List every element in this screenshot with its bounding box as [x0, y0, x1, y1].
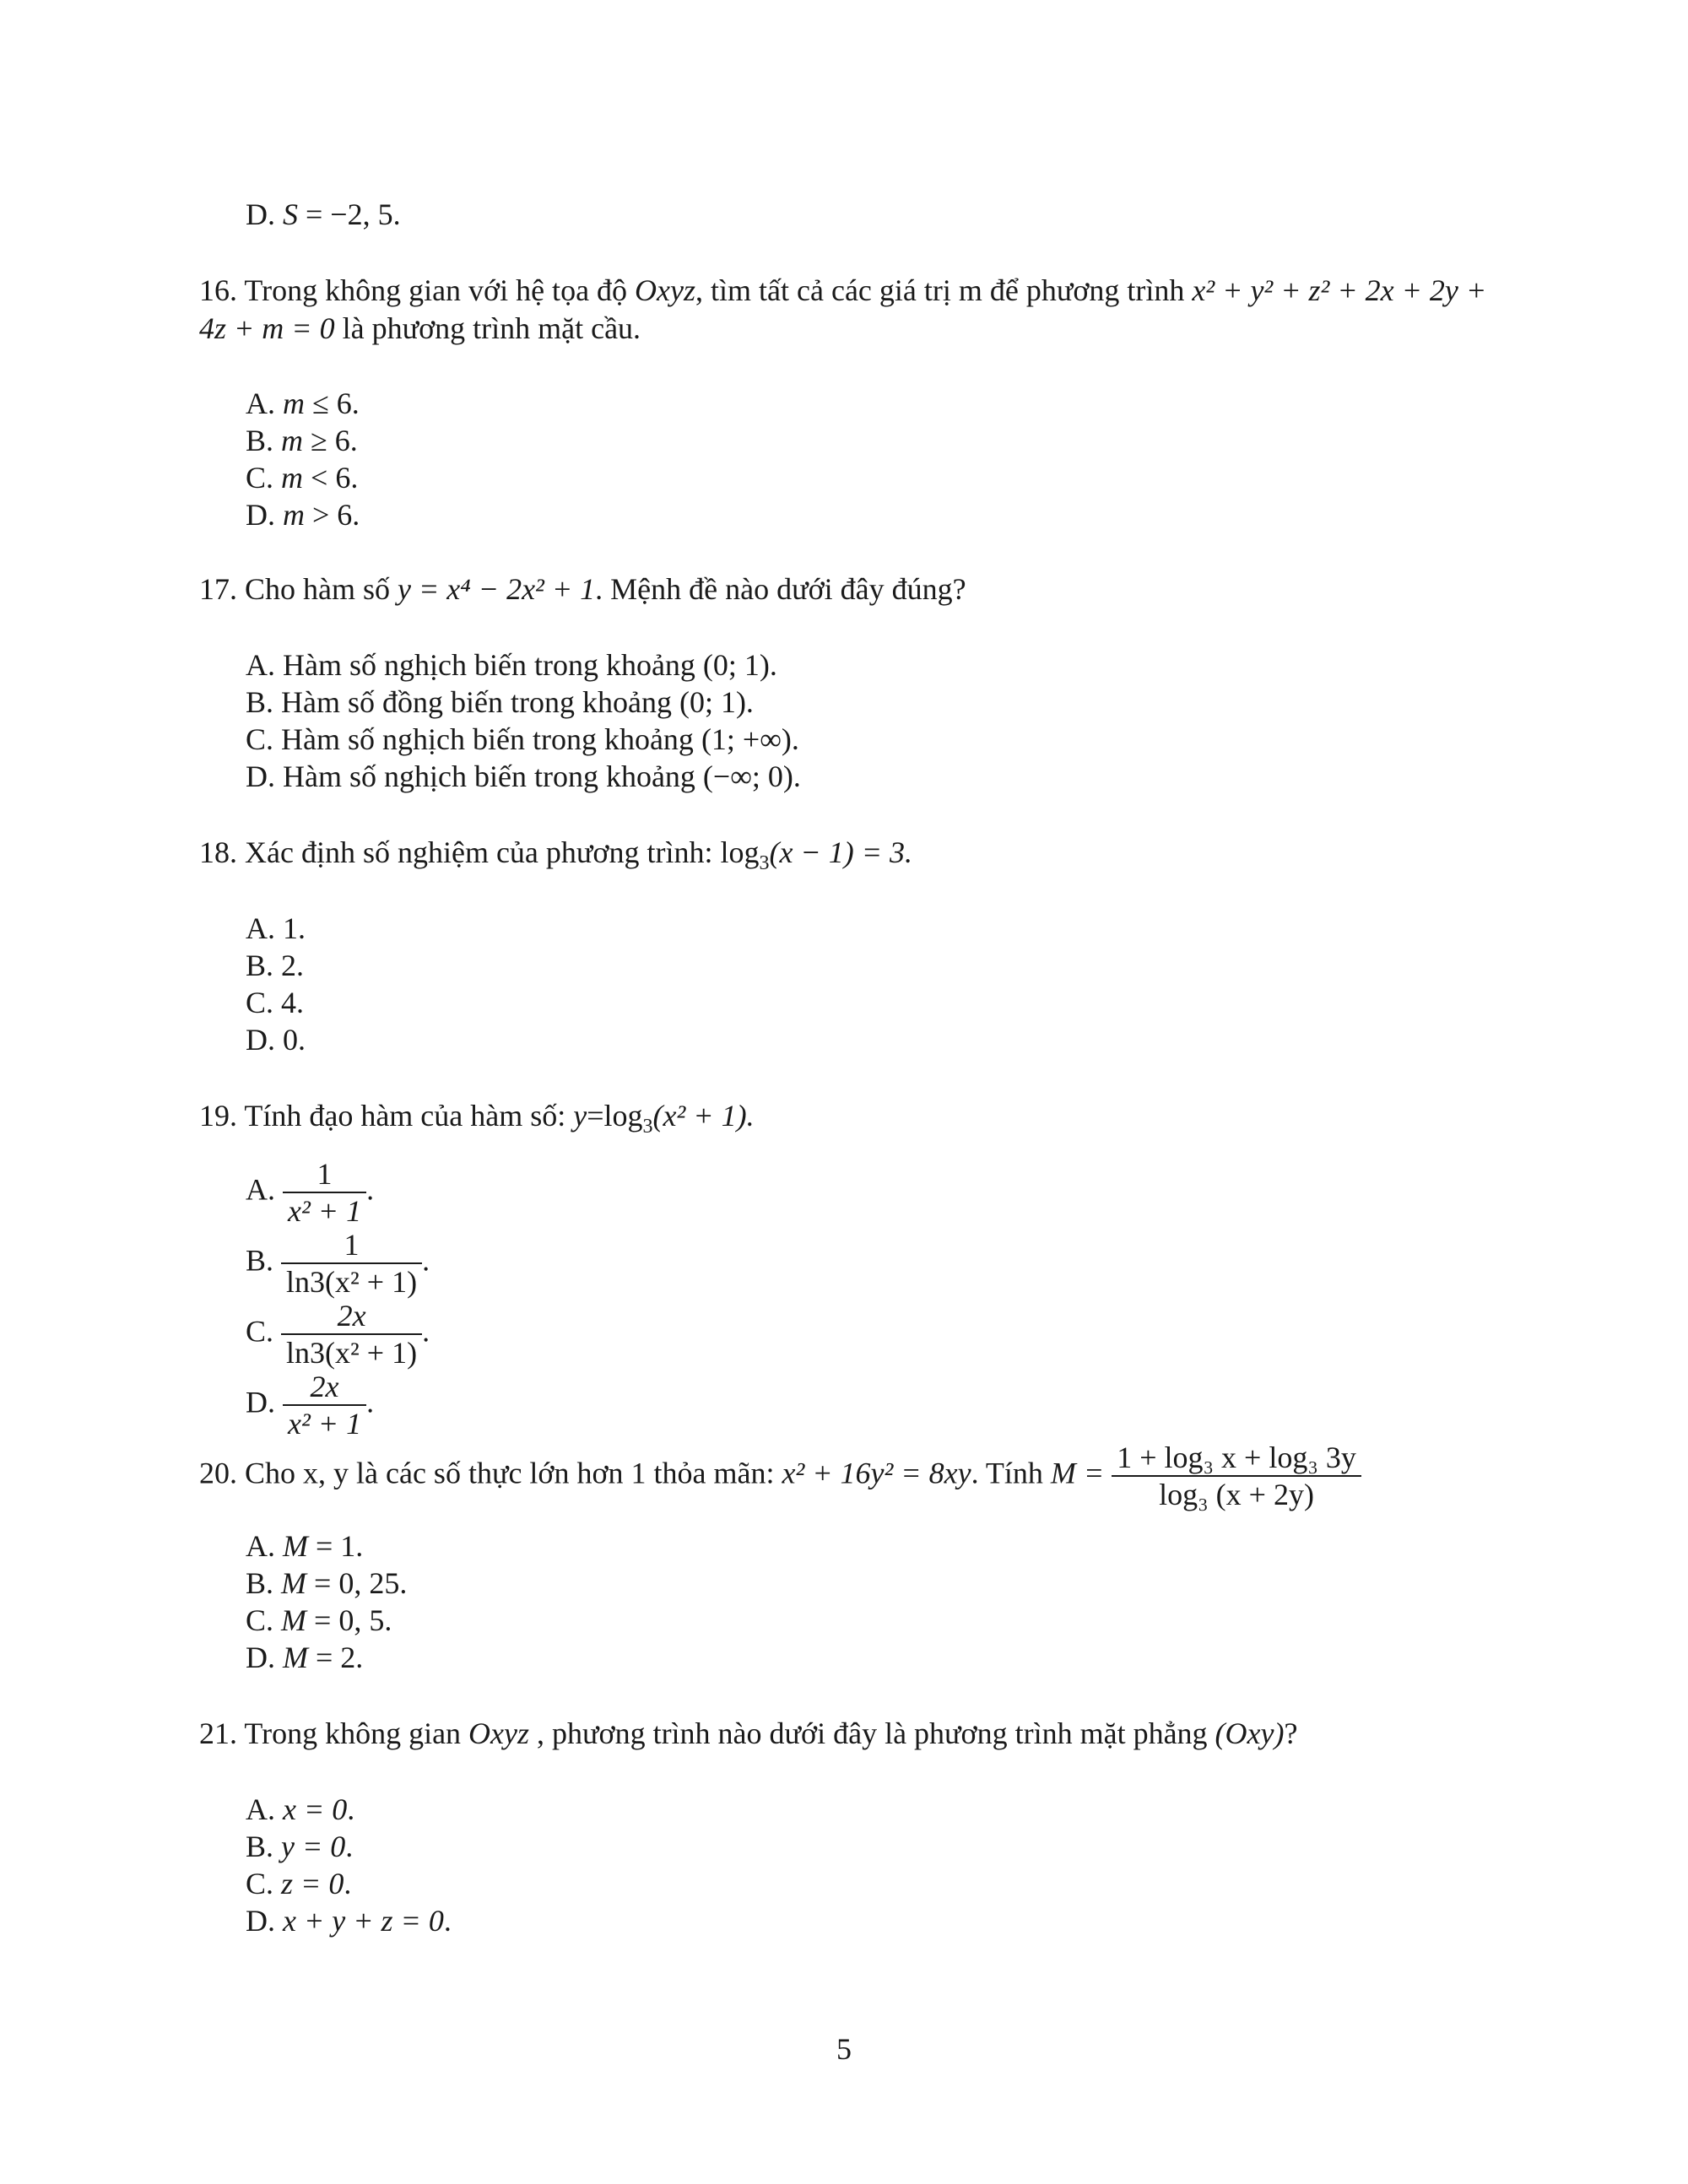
math-end: .: [344, 1867, 352, 1900]
option-text: Hàm số nghịch biến trong khoảng: [275, 760, 703, 793]
option-label: D.: [246, 197, 275, 231]
question-text: , phương trình nào dưới đây là phương trình mặt phẳng: [529, 1716, 1215, 1750]
q21-option-d: [246, 1902, 452, 1939]
q17-question: [199, 570, 966, 608]
math-var: M =: [1050, 1456, 1105, 1490]
fraction: [281, 1298, 422, 1370]
math-var: M: [283, 1641, 308, 1674]
question-text: . Mệnh đề nào dưới đây đúng?: [595, 572, 966, 606]
fraction-denominator: log₃ (x + 2y): [1112, 1475, 1361, 1512]
option-label: D.: [246, 498, 275, 532]
fraction: [283, 1369, 366, 1441]
q16-question-line1: [199, 272, 1486, 309]
q20-question: [199, 1440, 1361, 1512]
fraction: [281, 1227, 422, 1300]
fraction-denominator: x² + 1: [283, 1192, 366, 1229]
q17-option-d: [246, 758, 801, 795]
q19-option-d: D. $\frac{2x}{\text{x² + 1}}$ .: [246, 1370, 375, 1441]
math-equation: x + y + z = 0: [283, 1904, 444, 1938]
option-value: 2.: [273, 949, 305, 982]
q19-option-c: C. $\frac{2x}{\text{ln3(x² + 1)}}$ .: [246, 1299, 430, 1370]
math-equation: x² + y² + z² + 2x + 2y +: [1192, 273, 1487, 307]
q15-option-d: [246, 196, 401, 233]
option-label: D.: [246, 1904, 275, 1938]
math-equation: 4z + m = 0: [199, 311, 335, 345]
q19-option-b: B. $\frac{1}{\text{ln3(x² + 1)}}$ .: [246, 1228, 430, 1299]
question-text: Tính đạo hàm của hàm số:: [237, 1099, 574, 1133]
math-equation: x² + 16y² = 8xy: [782, 1456, 971, 1490]
math-var: M: [281, 1603, 307, 1637]
option-label: B.: [246, 685, 274, 719]
q21-option-c: [246, 1865, 351, 1902]
math-rest: = 2.: [308, 1641, 364, 1674]
q16-option-a: [246, 385, 360, 422]
option-label: A.: [246, 1792, 275, 1826]
question-text: ?: [1284, 1716, 1298, 1750]
q16-option-c: [246, 459, 358, 496]
q16-option-b: [246, 422, 358, 459]
question-text: . Tính: [971, 1456, 1051, 1490]
fraction: [283, 1156, 366, 1229]
question-text: Cho hàm số: [237, 572, 398, 606]
option-label: A.: [246, 648, 275, 682]
math-rest: ≤ 6.: [305, 387, 360, 420]
option-label: B.: [246, 424, 274, 457]
math-log: =log: [587, 1099, 643, 1133]
q19-option-a: A. $\frac{1}{\text{x² + 1}}$ .: [246, 1157, 375, 1228]
math-plane: (Oxy): [1215, 1716, 1285, 1750]
option-label: A.: [246, 911, 275, 945]
math-log-base: 3: [759, 852, 770, 874]
q17-option-a: [246, 646, 777, 684]
math-var: S: [283, 197, 298, 231]
question-number: 18.: [199, 835, 237, 869]
fraction-denominator: ln3(x² + 1): [281, 1333, 422, 1370]
math-equation: z = 0: [281, 1867, 344, 1900]
page-number: 5: [836, 2032, 852, 2066]
q17-option-b: [246, 684, 754, 721]
option-label: C.: [246, 986, 274, 1019]
option-label: A.: [246, 1172, 275, 1207]
option-label: D.: [246, 1385, 275, 1419]
fraction-denominator: ln3(x² + 1): [281, 1262, 422, 1300]
q18-question: [199, 834, 913, 874]
math-rest: < 6.: [303, 461, 359, 495]
option-text: Hàm số đồng biến trong khoảng: [273, 685, 679, 719]
math-end: .: [345, 1830, 354, 1863]
q21-question: [199, 1715, 1297, 1752]
q18-option-d: [246, 1021, 306, 1058]
question-number: 17.: [199, 572, 237, 606]
math-rest: = 0, 25.: [306, 1566, 408, 1600]
math-equation: x = 0: [283, 1792, 348, 1826]
math-log-base: 3: [642, 1116, 653, 1138]
math-rest: ≥ 6.: [303, 424, 358, 457]
math-var: M: [283, 1529, 308, 1563]
q21-option-a: [246, 1791, 354, 1828]
option-label: B.: [246, 1243, 274, 1278]
option-label: D.: [246, 1023, 275, 1057]
math-interval: (1; +∞).: [701, 722, 799, 756]
math-argument: (x − 1) = 3.: [769, 835, 913, 869]
q18-option-a: [246, 910, 306, 947]
q18-option-c: [246, 984, 304, 1021]
option-value: 1.: [275, 911, 306, 945]
option-label: A.: [246, 387, 275, 420]
q16-question-line2: [199, 310, 641, 347]
math-var: y: [573, 1099, 587, 1133]
option-text: Hàm số nghịch biến trong khoảng: [275, 648, 703, 682]
option-label: B.: [246, 949, 274, 982]
question-text: Xác định số nghiệm của phương trình:: [237, 835, 721, 869]
option-label: B.: [246, 1830, 274, 1863]
option-value: 4.: [273, 986, 305, 1019]
math-var: M: [281, 1566, 307, 1600]
question-number: 20.: [199, 1456, 237, 1490]
math-var: m: [281, 461, 304, 495]
q18-option-b: [246, 947, 304, 984]
option-label: C.: [246, 722, 274, 756]
q19-question: [199, 1097, 755, 1138]
option-value: 0.: [275, 1023, 306, 1057]
math-rest: > 6.: [305, 498, 360, 532]
question-number: 16.: [199, 273, 237, 307]
option-label: B.: [246, 1566, 274, 1600]
math-rest: = 1.: [308, 1529, 364, 1563]
question-number: 19.: [199, 1099, 237, 1133]
option-label: C.: [246, 1314, 274, 1349]
math-interval: (0; 1).: [702, 648, 777, 682]
math-var: m: [283, 387, 305, 420]
option-text: Hàm số nghịch biến trong khoảng: [273, 722, 701, 756]
fraction-numerator: 1: [316, 1157, 333, 1191]
option-label: C.: [246, 1603, 274, 1637]
fraction: [1112, 1440, 1361, 1512]
fraction-numerator: 2x: [337, 1299, 366, 1333]
math-argument: (x² + 1).: [652, 1099, 755, 1133]
math-rest: = −2, 5.: [298, 197, 401, 231]
option-label: D.: [246, 760, 275, 793]
math-interval: (0; 1).: [679, 685, 754, 719]
option-label: C.: [246, 1867, 274, 1900]
question-text: Trong không gian: [237, 1716, 469, 1750]
question-text: Cho x, y là các số thực lớn hơn 1 thỏa mãn:: [237, 1456, 782, 1490]
question-text: , tìm tất cả các giá trị m để phương trình: [695, 273, 1193, 307]
q20-option-c: [246, 1602, 392, 1639]
math-var: m: [283, 498, 305, 532]
fraction-numerator: 1 + log₃ x + log₃ 3y: [1117, 1441, 1356, 1474]
option-label: A.: [246, 1529, 275, 1563]
math-end: .: [443, 1904, 452, 1938]
math-system: Oxyz: [468, 1716, 530, 1750]
fraction-numerator: 2x: [310, 1370, 339, 1403]
question-text: Trong không gian với hệ tọa độ: [237, 273, 636, 307]
math-interval: (−∞; 0).: [702, 760, 801, 793]
math-log: log: [720, 835, 760, 869]
q16-option-d: [246, 496, 360, 533]
math-rest: = 0, 5.: [306, 1603, 392, 1637]
fraction-denominator: x² + 1: [283, 1404, 366, 1441]
math-equation: y = 0: [281, 1830, 346, 1863]
q21-option-b: [246, 1828, 353, 1865]
math-var: m: [281, 424, 304, 457]
math-equation: y = x⁴ − 2x² + 1: [398, 572, 596, 606]
q20-option-a: [246, 1527, 363, 1565]
math-end: .: [347, 1792, 355, 1826]
fraction-numerator: 1: [344, 1228, 360, 1262]
question-number: 21.: [199, 1716, 237, 1750]
option-label: D.: [246, 1641, 275, 1674]
question-text: là phương trình mặt cầu.: [334, 311, 641, 345]
math-system: Oxyz: [635, 273, 696, 307]
option-label: C.: [246, 461, 274, 495]
q17-option-c: [246, 721, 799, 758]
q20-option-d: [246, 1639, 363, 1676]
q20-option-b: [246, 1565, 407, 1602]
